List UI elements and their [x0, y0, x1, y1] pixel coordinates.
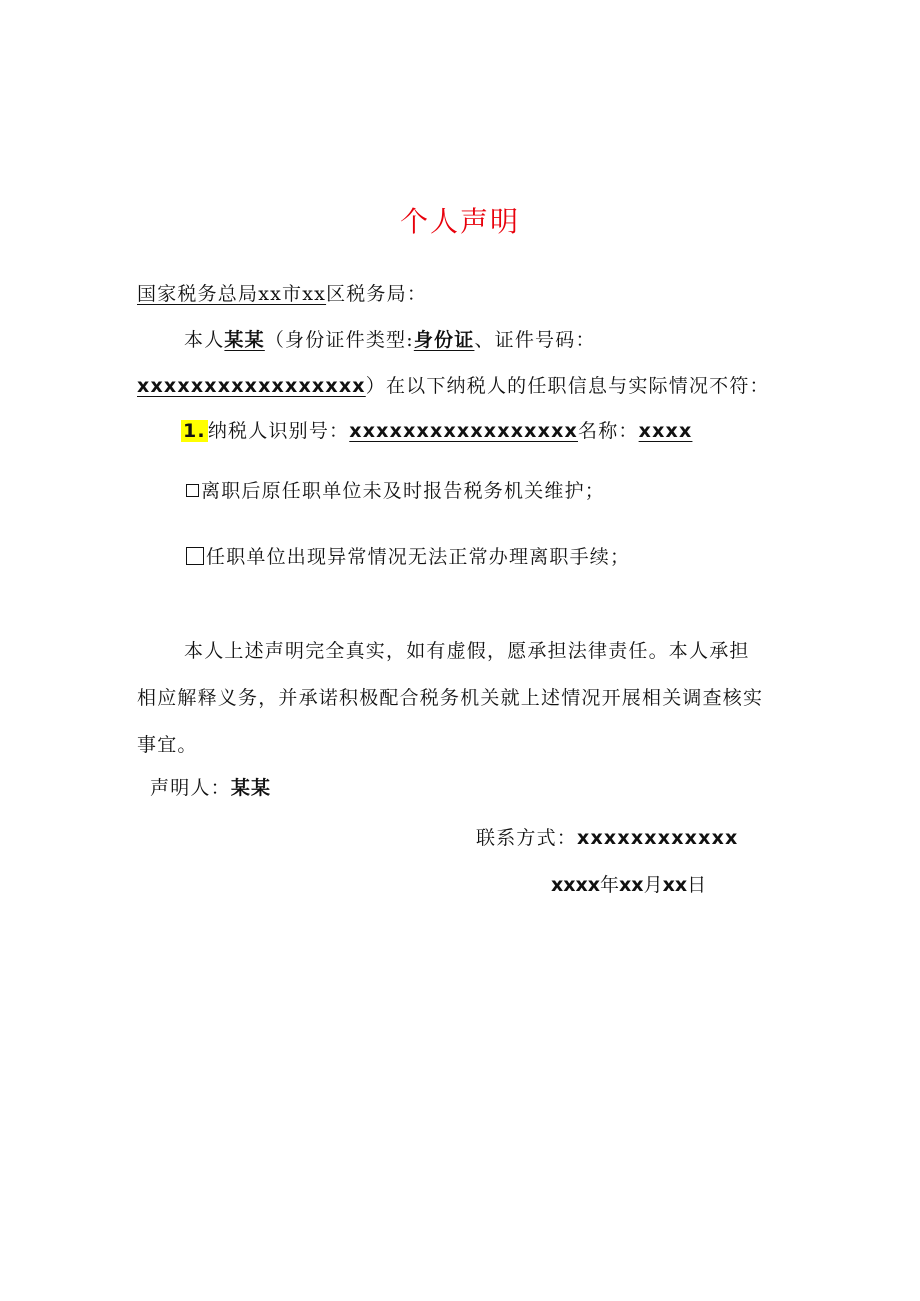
- taxpayer-line: [181, 418, 692, 444]
- contact-value: xxxxxxxxxxxx: [577, 827, 739, 849]
- contact-line: [476, 825, 738, 851]
- addressee-suffix: 税务局：: [346, 283, 428, 305]
- option-item-1: [186, 478, 605, 504]
- taxpayer-name-label: 名称：: [578, 420, 639, 442]
- item-number: 1.: [183, 420, 206, 442]
- statement-continuation: ）在以下纳税人的任职信息与实际情况不符：: [365, 375, 770, 397]
- taxpayer-name-value: xxxx: [638, 420, 693, 442]
- id-type-prefix: （身份证件类型:: [264, 329, 414, 351]
- date-day: xx: [662, 874, 688, 896]
- statement-line-1: [184, 327, 596, 353]
- statement-prefix: 本人: [184, 329, 225, 351]
- taxpayer-id-value: xxxxxxxxxxxxxxxxx: [349, 420, 578, 442]
- declarant-line: [150, 775, 271, 801]
- date-year-unit: 年: [600, 874, 620, 896]
- taxpayer-id-label: 纳税人识别号：: [207, 420, 350, 442]
- id-type-value: 身份证: [413, 329, 475, 351]
- district-char: 区: [326, 283, 347, 305]
- declaration-line-1: 本人上述声明完全真实，如有虚假，愿承担法律责任。本人承担: [184, 640, 750, 662]
- declarant-label: 声明人：: [150, 777, 231, 799]
- option-label-2: 任职单位出现异常情况无法正常办理离职手续；: [206, 546, 631, 568]
- date-year: xxxx: [551, 874, 601, 896]
- id-number-label: 、证件号码：: [474, 329, 596, 351]
- option-label-1: 离职后原任职单位未及时报告税务机关维护；: [201, 480, 606, 502]
- date-day-unit: 日: [687, 874, 707, 896]
- date-month-unit: 月: [643, 874, 663, 896]
- checkbox-icon[interactable]: [186, 547, 204, 565]
- declaration-line-2: 相应解释义务，并承诺积极配合税务机关就上述情况开展相关调查核实: [137, 687, 764, 709]
- page-title: 个人声明: [399, 205, 520, 238]
- contact-label: 联系方式：: [476, 827, 578, 849]
- declaration-line-3: 事宜。: [137, 734, 198, 756]
- id-number-value: xxxxxxxxxxxxxxxxx: [137, 375, 366, 397]
- declarant-name: 某某: [230, 777, 272, 799]
- statement-line-2: [137, 373, 770, 399]
- declarant-name-inline: 某某: [224, 329, 265, 351]
- date-month: xx: [619, 874, 644, 896]
- addressee-line: [137, 281, 427, 307]
- date-line: [551, 872, 706, 898]
- option-item-2: [186, 544, 630, 570]
- checkbox-icon[interactable]: [186, 484, 199, 497]
- bureau-name: 国家税务总局xx市xx: [137, 283, 327, 305]
